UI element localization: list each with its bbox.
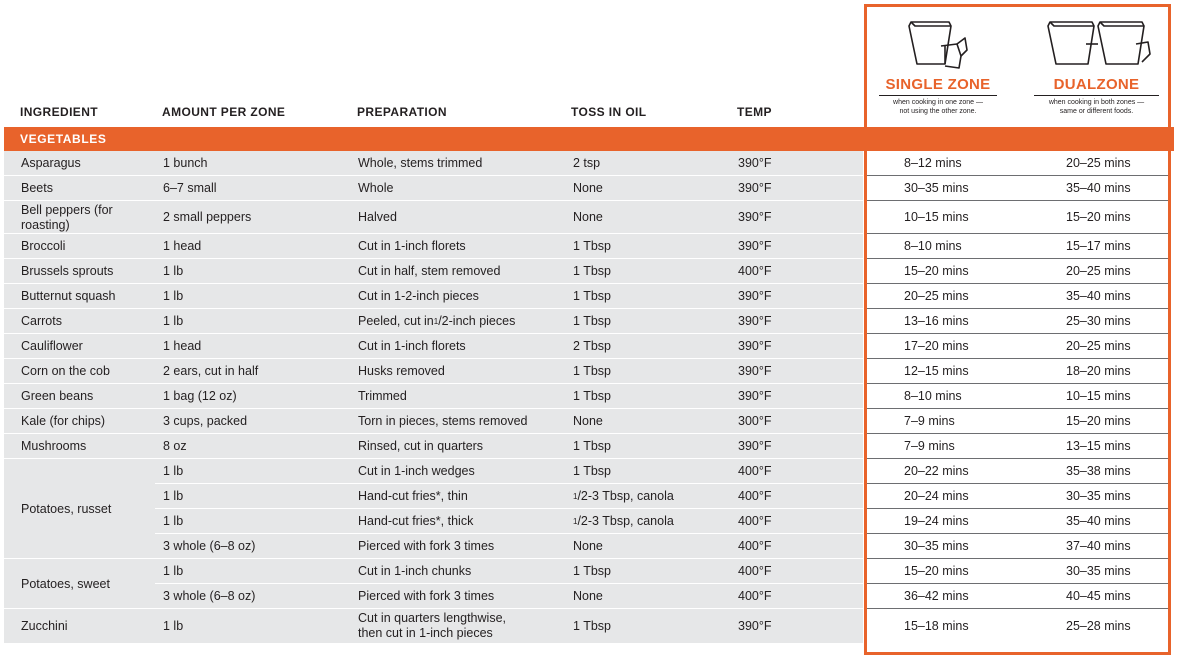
dual-zone-time-cell: 30–35 mins — [1066, 489, 1131, 503]
header-toss-in-oil: TOSS IN OIL — [571, 105, 647, 119]
toss-in-oil-cell — [573, 484, 733, 509]
temp-cell: 300°F — [738, 414, 772, 428]
ingredient-cell: Broccoli — [21, 239, 66, 253]
dual-zone-time-cell: 13–15 mins — [1066, 439, 1131, 453]
temp-cell: 400°F — [738, 564, 772, 578]
amount-cell: 2 small peppers — [163, 210, 252, 224]
ingredient-cell: Butternut squash — [21, 289, 116, 303]
amount-cell: 1 head — [163, 339, 202, 353]
temp-cell: 400°F — [738, 464, 772, 478]
temp-cell: 390°F — [738, 439, 772, 453]
preparation-text: /2-inch pieces — [438, 314, 516, 328]
header-amount: AMOUNT PER ZONE — [162, 105, 286, 119]
toss-in-oil-cell: 1 Tbsp — [573, 264, 611, 278]
single-zone-time-cell: 15–18 mins — [904, 618, 969, 633]
dual-zone-time-cell: 35–40 mins — [1066, 514, 1131, 528]
temp-cell: 390°F — [738, 181, 772, 195]
preparation-line-2: then cut in 1-inch pieces — [358, 626, 493, 640]
table-row — [4, 284, 1171, 309]
single-zone-time-cell: 30–35 mins — [904, 181, 969, 195]
preparation-cell: Whole, stems trimmed — [358, 156, 483, 170]
amount-cell: 1 bunch — [163, 156, 208, 170]
amount-cell: 3 whole (6–8 oz) — [163, 539, 256, 553]
toss-in-oil-cell — [573, 509, 733, 534]
toss-in-oil-cell: None — [573, 181, 603, 195]
dual-zone-time-cell: 40–45 mins — [1066, 589, 1131, 603]
toss-in-oil-cell: 1 Tbsp — [573, 239, 611, 253]
single-zone-time-cell: 20–25 mins — [904, 289, 969, 303]
amount-cell: 1 lb — [163, 314, 184, 328]
ingredient-cell: Potatoes, sweet — [21, 576, 110, 591]
toss-in-oil-cell: None — [573, 589, 603, 603]
single-zone-sub-1: when cooking in one zone — — [893, 99, 983, 106]
preparation-cell: Trimmed — [358, 389, 407, 403]
preparation-cell: Cut in 1-inch wedges — [358, 464, 475, 478]
ingredient-cell: Zucchini — [21, 618, 68, 633]
temp-cell: 390°F — [738, 156, 772, 170]
toss-in-oil-cell: None — [573, 210, 603, 224]
single-zone-time-cell: 7–9 mins — [904, 414, 955, 428]
dual-zone-time-cell: 35–40 mins — [1066, 181, 1131, 195]
preparation-cell: Whole — [358, 181, 394, 195]
table-row — [4, 151, 1171, 176]
amount-cell: 1 lb — [163, 618, 184, 633]
dual-zone-time-cell: 15–20 mins — [1066, 210, 1131, 224]
header-temp: TEMP — [737, 105, 772, 119]
table-row — [4, 309, 1171, 334]
table-row — [4, 609, 1171, 643]
table-row — [4, 201, 1171, 234]
preparation-cell: Torn in pieces, stems removed — [358, 414, 528, 428]
single-zone-sub-2: not using the other zone. — [899, 108, 977, 115]
temp-cell: 400°F — [738, 489, 772, 503]
dual-zone-time-cell: 37–40 mins — [1066, 539, 1131, 553]
dual-zone-time-cell: 15–20 mins — [1066, 414, 1131, 428]
dual-zone-divider — [1034, 95, 1159, 96]
toss-in-oil-cell: None — [573, 414, 603, 428]
dual-zone-time-cell: 15–17 mins — [1066, 239, 1131, 253]
single-zone-time-cell: 20–22 mins — [904, 464, 969, 478]
ingredient-cell: Asparagus — [21, 156, 81, 170]
ingredient-cell: Kale (for chips) — [21, 414, 106, 428]
preparation-cell: Cut in half, stem removed — [358, 264, 501, 278]
single-zone-time-cell: 8–10 mins — [904, 239, 962, 253]
single-zone-time-cell: 8–12 mins — [904, 156, 962, 170]
ingredient-cell: Green beans — [21, 389, 94, 403]
temp-cell: 390°F — [738, 618, 772, 633]
table-row — [4, 434, 1171, 459]
amount-cell: 6–7 small — [163, 181, 217, 195]
single-zone-time-cell: 8–10 mins — [904, 389, 962, 403]
toss-in-oil-cell: 1 Tbsp — [573, 464, 611, 478]
preparation-cell: Hand-cut fries*, thin — [358, 489, 468, 503]
toss-in-oil-text: /2-3 Tbsp, canola — [577, 489, 674, 503]
amount-cell: 3 whole (6–8 oz) — [163, 589, 256, 603]
table-subrow — [4, 584, 1171, 609]
category-label: VEGETABLES — [20, 132, 107, 146]
ingredient-cell: Bell peppers (for roasting) — [21, 202, 113, 232]
table-row — [4, 409, 1171, 434]
ingredient-cell: Potatoes, russet — [21, 501, 112, 516]
amount-cell: 1 lb — [163, 264, 184, 278]
dual-zone-time-cell: 25–28 mins — [1066, 618, 1131, 633]
amount-cell: 1 lb — [163, 564, 184, 578]
dual-zone-time-cell: 30–35 mins — [1066, 564, 1131, 578]
amount-cell: 1 head — [163, 239, 202, 253]
single-zone-time-cell: 20–24 mins — [904, 489, 969, 503]
preparation-cell: Cut in 1-inch chunks — [358, 564, 472, 578]
temp-cell: 400°F — [738, 539, 772, 553]
dual-zone-time-cell: 20–25 mins — [1066, 339, 1131, 353]
single-zone-time-cell: 12–15 mins — [904, 364, 969, 378]
single-basket-icon — [905, 16, 971, 72]
amount-cell: 1 bag (12 oz) — [163, 389, 237, 403]
temp-cell: 390°F — [738, 239, 772, 253]
dual-zone-text — [1024, 76, 1169, 116]
ingredient-cell: Beets — [21, 181, 53, 195]
table-row — [4, 259, 1171, 284]
single-zone-time-cell: 17–20 mins — [904, 339, 969, 353]
dual-zone-time-cell: 25–30 mins — [1066, 314, 1131, 328]
amount-cell: 1 lb — [163, 289, 184, 303]
toss-in-oil-cell: 2 tsp — [573, 156, 601, 170]
dual-zone-title: DUALZONE — [1053, 76, 1140, 93]
preparation-cell: Hand-cut fries*, thick — [358, 514, 474, 528]
preparation-cell: Husks removed — [358, 364, 445, 378]
fraction-numerator: 1 — [573, 517, 578, 526]
preparation-text: Peeled, cut in — [358, 314, 434, 328]
single-zone-time-cell: 7–9 mins — [904, 439, 955, 453]
toss-in-oil-cell: 2 Tbsp — [573, 339, 611, 353]
single-zone-time-cell: 10–15 mins — [904, 210, 969, 224]
amount-cell: 3 cups, packed — [163, 414, 248, 428]
temp-cell: 390°F — [738, 339, 772, 353]
single-zone-header — [868, 16, 1008, 77]
table-row — [4, 334, 1171, 359]
temp-cell: 400°F — [738, 264, 772, 278]
ingredient-cell: Cauliflower — [21, 339, 83, 353]
amount-cell: 1 lb — [163, 464, 184, 478]
dual-basket-icon — [1042, 14, 1152, 70]
dual-zone-time-cell: 10–15 mins — [1066, 389, 1131, 403]
table-row — [4, 234, 1171, 259]
temp-cell: 390°F — [738, 314, 772, 328]
dual-zone-sub-1: when cooking in both zones — — [1048, 99, 1145, 106]
ingredient-cell: Mushrooms — [21, 439, 87, 453]
temp-cell: 390°F — [738, 364, 772, 378]
dual-zone-time-cell: 35–38 mins — [1066, 464, 1131, 478]
amount-cell: 2 ears, cut in half — [163, 364, 259, 378]
fraction-numerator: 1 — [433, 317, 439, 326]
category-bar — [4, 127, 1174, 151]
table-subrow — [4, 559, 1171, 584]
preparation-line-1: Cut in quarters lengthwise, — [358, 611, 506, 625]
ingredient-cell: Brussels sprouts — [21, 264, 114, 278]
single-zone-title: SINGLE ZONE — [885, 76, 991, 93]
table-subrow — [4, 509, 1171, 534]
single-zone-time-cell: 13–16 mins — [904, 314, 969, 328]
header-ingredient: INGREDIENT — [20, 105, 99, 119]
temp-cell: 390°F — [738, 389, 772, 403]
toss-in-oil-cell: 1 Tbsp — [573, 289, 611, 303]
single-zone-divider — [879, 95, 997, 96]
table-row — [4, 176, 1171, 201]
amount-cell: 8 oz — [163, 439, 187, 453]
temp-cell: 400°F — [738, 589, 772, 603]
ingredient-cell: Carrots — [21, 314, 62, 328]
table-subrow — [4, 484, 1171, 509]
toss-in-oil-cell: 1 Tbsp — [573, 564, 611, 578]
preparation-cell: Cut in 1-inch florets — [358, 239, 466, 253]
toss-in-oil-cell: 1 Tbsp — [573, 618, 611, 633]
dual-zone-time-cell: 18–20 mins — [1066, 364, 1131, 378]
preparation-cell: Pierced with fork 3 times — [358, 589, 495, 603]
table-subrow — [4, 459, 1171, 484]
single-zone-time-cell: 36–42 mins — [904, 589, 969, 603]
single-zone-time-cell: 15–20 mins — [904, 264, 969, 278]
dual-zone-time-cell: 20–25 mins — [1066, 264, 1131, 278]
single-zone-time-cell: 30–35 mins — [904, 539, 969, 553]
table-row — [4, 359, 1171, 384]
preparation-cell: Cut in 1-inch florets — [358, 339, 466, 353]
table-row — [4, 384, 1171, 409]
toss-in-oil-cell: None — [573, 539, 603, 553]
preparation-cell: Rinsed, cut in quarters — [358, 439, 484, 453]
amount-cell: 1 lb — [163, 489, 184, 503]
header-preparation: PREPARATION — [357, 105, 447, 119]
dual-zone-time-cell: 35–40 mins — [1066, 289, 1131, 303]
dual-zone-time-cell: 20–25 mins — [1066, 156, 1131, 170]
preparation-cell — [358, 609, 568, 643]
preparation-cell: Cut in 1-2-inch pieces — [358, 289, 479, 303]
toss-in-oil-cell: 1 Tbsp — [573, 314, 611, 328]
ingredient-cell: Corn on the cob — [21, 364, 110, 378]
single-zone-time-cell: 19–24 mins — [904, 514, 969, 528]
temp-cell: 390°F — [738, 289, 772, 303]
dual-zone-sub-2: same or different foods. — [1059, 108, 1134, 115]
toss-in-oil-cell: 1 Tbsp — [573, 364, 611, 378]
preparation-cell: Pierced with fork 3 times — [358, 539, 495, 553]
fraction-numerator: 1 — [573, 492, 578, 501]
toss-in-oil-cell: 1 Tbsp — [573, 439, 611, 453]
table-subrow — [4, 534, 1171, 559]
single-zone-time-cell: 15–20 mins — [904, 564, 969, 578]
toss-in-oil-cell: 1 Tbsp — [573, 389, 611, 403]
toss-in-oil-text: /2-3 Tbsp, canola — [577, 514, 674, 528]
dual-zone-header — [1024, 14, 1169, 75]
single-zone-text — [868, 76, 1008, 116]
preparation-cell: Halved — [358, 210, 397, 224]
preparation-cell — [358, 309, 568, 334]
temp-cell: 400°F — [738, 514, 772, 528]
amount-cell: 1 lb — [163, 514, 184, 528]
temp-cell: 390°F — [738, 210, 772, 224]
